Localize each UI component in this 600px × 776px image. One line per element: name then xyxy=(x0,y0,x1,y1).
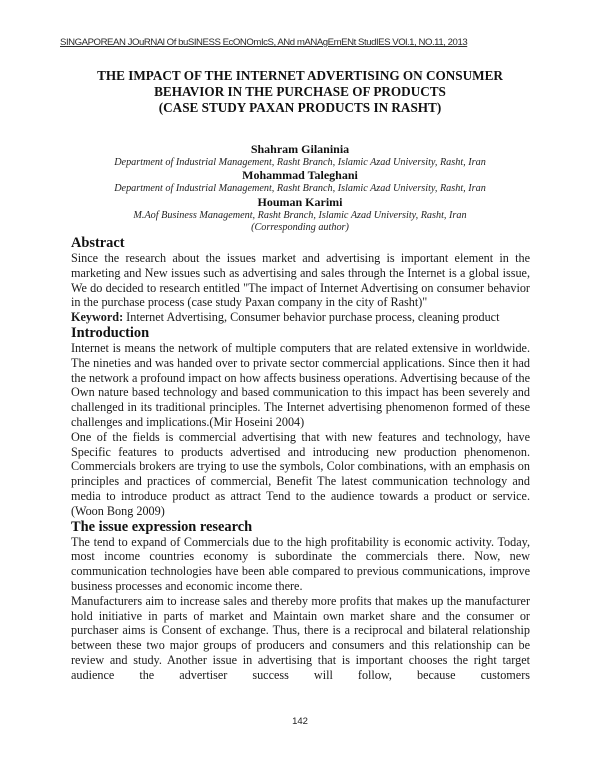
author-name: Houman Karimi xyxy=(257,194,343,209)
keywords-text: Internet Advertising, Consumer behavior purchase process, cleaning product xyxy=(123,310,500,325)
author-affiliation: M.Aof Business Management, Rasht Branch, Islamic Azad University, Rasht, Iran xyxy=(133,209,467,221)
author-name: Mohammad Taleghani xyxy=(242,168,358,183)
paragraph: One of the fields is commercial advertising that with new features and technology, have Specific features to products advertised and introducing new production phenomenon. Commercials brokers are trying to use the symbols, Color combinations, with an emphasis on principles and practices of commercial, Benefit The latest communication technology and media to introduce product as attract Tend to the audience towards a product or service. (Woon Bong 2009) xyxy=(71,429,530,518)
corresponding-author-note: (Corresponding author) xyxy=(251,222,349,234)
page-number: 142 xyxy=(292,716,308,727)
paper-title xyxy=(60,68,540,116)
section-heading-abstract: Abstract xyxy=(71,235,125,251)
keywords-line xyxy=(71,310,530,325)
title-line: (CASE STUDY PAXAN PRODUCTS IN RASHT) xyxy=(158,100,442,115)
keywords-label: Keyword: xyxy=(71,310,124,325)
paragraph: Manufacturers aim to increase sales and thereby more profits that makes up the manufacturer hold initiative in parts of market and Maintain own market share and the consumer or purchaser aims is Consent of exchange. Thus, there is a reciprocal and bilateral relationship between these two major groups of producers and consumers and this relationship can be review and study. Another issue in advertising that is important chooses the right target audience the advertiser success will follow, because customers xyxy=(71,593,530,682)
author-block xyxy=(60,143,540,235)
paragraph: Internet is means the network of multiple computers that are related extensive in worldwide. The nineties and was handed over to private sector commercial applications. Since then it had the network a profound impact on how affects business operations. Advertising because of the Own nature based technology and based communication to this impact has been severely and challenged in its traditional principles. The Internet advertising phenomenon formed of these challenges and implications.(Mir Hoseini 2004) xyxy=(71,340,530,429)
author-affiliation: Department of Industrial Management, Rasht Branch, Islamic Azad University, Rasht, Iran xyxy=(114,156,486,168)
paragraph: The tend to expand of Commercials due to the high profitability is economic activity. Today, most income countries economy is subordinate the commercials there. Now, new communication technologies have been able compared to previous communications, improve business processes and economic income there. xyxy=(71,534,530,593)
running-header: SINGAPOREAN JOuRNAl Of buSINESS EcONOmIcS, ANd mANAgEmENt StudIES VOl.1, NO.11, 2013 xyxy=(60,37,468,48)
section-heading-issue-expression: The issue expression research xyxy=(71,518,253,535)
title-line: BEHAVIOR IN THE PURCHASE OF PRODUCTS xyxy=(154,84,446,99)
main-content xyxy=(71,235,530,683)
author-affiliation: Department of Industrial Management, Rasht Branch, Islamic Azad University, Rasht, Iran xyxy=(114,183,486,195)
title-line: THE IMPACT OF THE INTERNET ADVERTISING ON CONSUMER xyxy=(97,68,503,83)
abstract-text: Since the research about the issues market and advertising is important element in the marketing and New issues such as advertising and sales through the Internet is a global issue, We do decided to research entitled "The impact of Internet Advertising on consumer behavior in the purchase process (case study Paxan company in the city of Rasht)" xyxy=(71,251,530,310)
section-heading-introduction: Introduction xyxy=(71,324,150,341)
author-name: Shahram Gilaninia xyxy=(250,142,350,156)
